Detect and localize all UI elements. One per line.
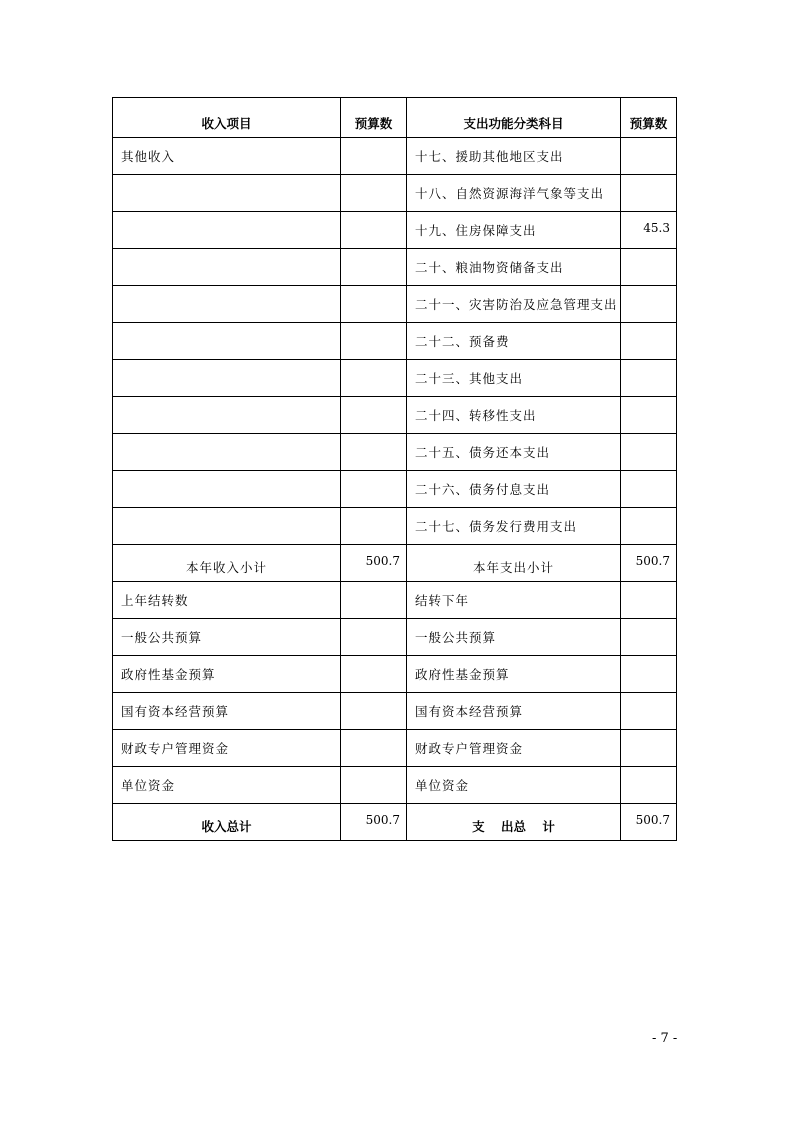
header-expense-category: 支出功能分类科目 xyxy=(407,98,621,138)
carry-expense-value xyxy=(621,582,677,619)
total-expense-value: 500.7 xyxy=(621,804,677,841)
table-row xyxy=(113,767,677,804)
carry-expense-value xyxy=(621,619,677,656)
expense-item: 十八、自然资源海洋气象等支出 xyxy=(407,175,621,212)
header-budget-amount: 预算数 xyxy=(341,98,407,138)
carry-income-item: 单位资金 xyxy=(113,767,341,804)
table-row xyxy=(113,323,677,360)
carry-income-item: 财政专户管理资金 xyxy=(113,730,341,767)
income-value xyxy=(341,360,407,397)
table-row xyxy=(113,138,677,175)
income-item: 其他收入 xyxy=(113,138,341,175)
expense-item: 二十三、其他支出 xyxy=(407,360,621,397)
table-row xyxy=(113,434,677,471)
total-income-label: 收入总计 xyxy=(113,804,341,841)
income-item xyxy=(113,508,341,545)
page-number: - 7 - xyxy=(652,1031,678,1046)
table-row xyxy=(113,471,677,508)
expense-item: 二十一、灾害防治及应急管理支出 xyxy=(407,286,621,323)
budget-table xyxy=(112,97,677,841)
income-item xyxy=(113,323,341,360)
carry-income-item: 一般公共预算 xyxy=(113,619,341,656)
income-value xyxy=(341,175,407,212)
expense-item: 二十七、债务发行费用支出 xyxy=(407,508,621,545)
carry-income-value xyxy=(341,582,407,619)
subtotal-expense-label: 本年支出小计 xyxy=(407,545,621,582)
income-item xyxy=(113,397,341,434)
carry-expense-value xyxy=(621,693,677,730)
expense-item: 二十四、转移性支出 xyxy=(407,397,621,434)
expense-value xyxy=(621,360,677,397)
income-value xyxy=(341,212,407,249)
income-item xyxy=(113,434,341,471)
header-budget-amount-2: 预算数 xyxy=(621,98,677,138)
expense-item: 二十二、预备费 xyxy=(407,323,621,360)
table-row xyxy=(113,508,677,545)
income-item xyxy=(113,471,341,508)
income-value xyxy=(341,508,407,545)
expense-item: 二十五、债务还本支出 xyxy=(407,434,621,471)
table-header-row xyxy=(113,98,677,138)
expense-value: 45.3 xyxy=(621,212,677,249)
expense-value xyxy=(621,286,677,323)
total-expense-label: 支 出总 计 xyxy=(407,804,621,841)
carry-income-value xyxy=(341,767,407,804)
expense-value xyxy=(621,434,677,471)
expense-item: 十七、援助其他地区支出 xyxy=(407,138,621,175)
income-item xyxy=(113,249,341,286)
table-row xyxy=(113,397,677,434)
income-value xyxy=(341,286,407,323)
table-row xyxy=(113,656,677,693)
carry-expense-value xyxy=(621,730,677,767)
income-value xyxy=(341,397,407,434)
carry-income-value xyxy=(341,619,407,656)
expense-value xyxy=(621,323,677,360)
expense-item: 十九、住房保障支出 xyxy=(407,212,621,249)
table-row xyxy=(113,249,677,286)
carry-expense-item: 政府性基金预算 xyxy=(407,656,621,693)
subtotal-row xyxy=(113,545,677,582)
subtotal-income-label: 本年收入小计 xyxy=(113,545,341,582)
carry-income-value xyxy=(341,693,407,730)
income-value xyxy=(341,249,407,286)
table-row xyxy=(113,360,677,397)
expense-value xyxy=(621,249,677,286)
expense-value xyxy=(621,175,677,212)
total-row xyxy=(113,804,677,841)
carry-expense-value xyxy=(621,656,677,693)
income-item xyxy=(113,175,341,212)
income-value xyxy=(341,434,407,471)
carry-expense-item: 财政专户管理资金 xyxy=(407,730,621,767)
header-income-item: 收入项目 xyxy=(113,98,341,138)
table-row xyxy=(113,619,677,656)
expense-value xyxy=(621,138,677,175)
income-item xyxy=(113,360,341,397)
carry-income-item: 国有资本经营预算 xyxy=(113,693,341,730)
expense-value xyxy=(621,397,677,434)
total-income-value: 500.7 xyxy=(341,804,407,841)
income-value xyxy=(341,471,407,508)
table-row xyxy=(113,286,677,323)
expense-item: 二十六、债务付息支出 xyxy=(407,471,621,508)
table-row xyxy=(113,212,677,249)
income-value xyxy=(341,323,407,360)
table-row xyxy=(113,730,677,767)
table-row xyxy=(113,175,677,212)
carry-income-item: 上年结转数 xyxy=(113,582,341,619)
table-row xyxy=(113,693,677,730)
income-item xyxy=(113,212,341,249)
expense-value xyxy=(621,471,677,508)
carry-expense-item: 一般公共预算 xyxy=(407,619,621,656)
expense-value xyxy=(621,508,677,545)
carry-expense-item: 国有资本经营预算 xyxy=(407,693,621,730)
table-row xyxy=(113,582,677,619)
carry-income-value xyxy=(341,730,407,767)
expense-item: 二十、粮油物资储备支出 xyxy=(407,249,621,286)
income-item xyxy=(113,286,341,323)
subtotal-income-value: 500.7 xyxy=(341,545,407,582)
carry-expense-item: 单位资金 xyxy=(407,767,621,804)
income-value xyxy=(341,138,407,175)
carry-expense-value xyxy=(621,767,677,804)
carry-income-item: 政府性基金预算 xyxy=(113,656,341,693)
carry-income-value xyxy=(341,656,407,693)
carry-expense-item: 结转下年 xyxy=(407,582,621,619)
subtotal-expense-value: 500.7 xyxy=(621,545,677,582)
